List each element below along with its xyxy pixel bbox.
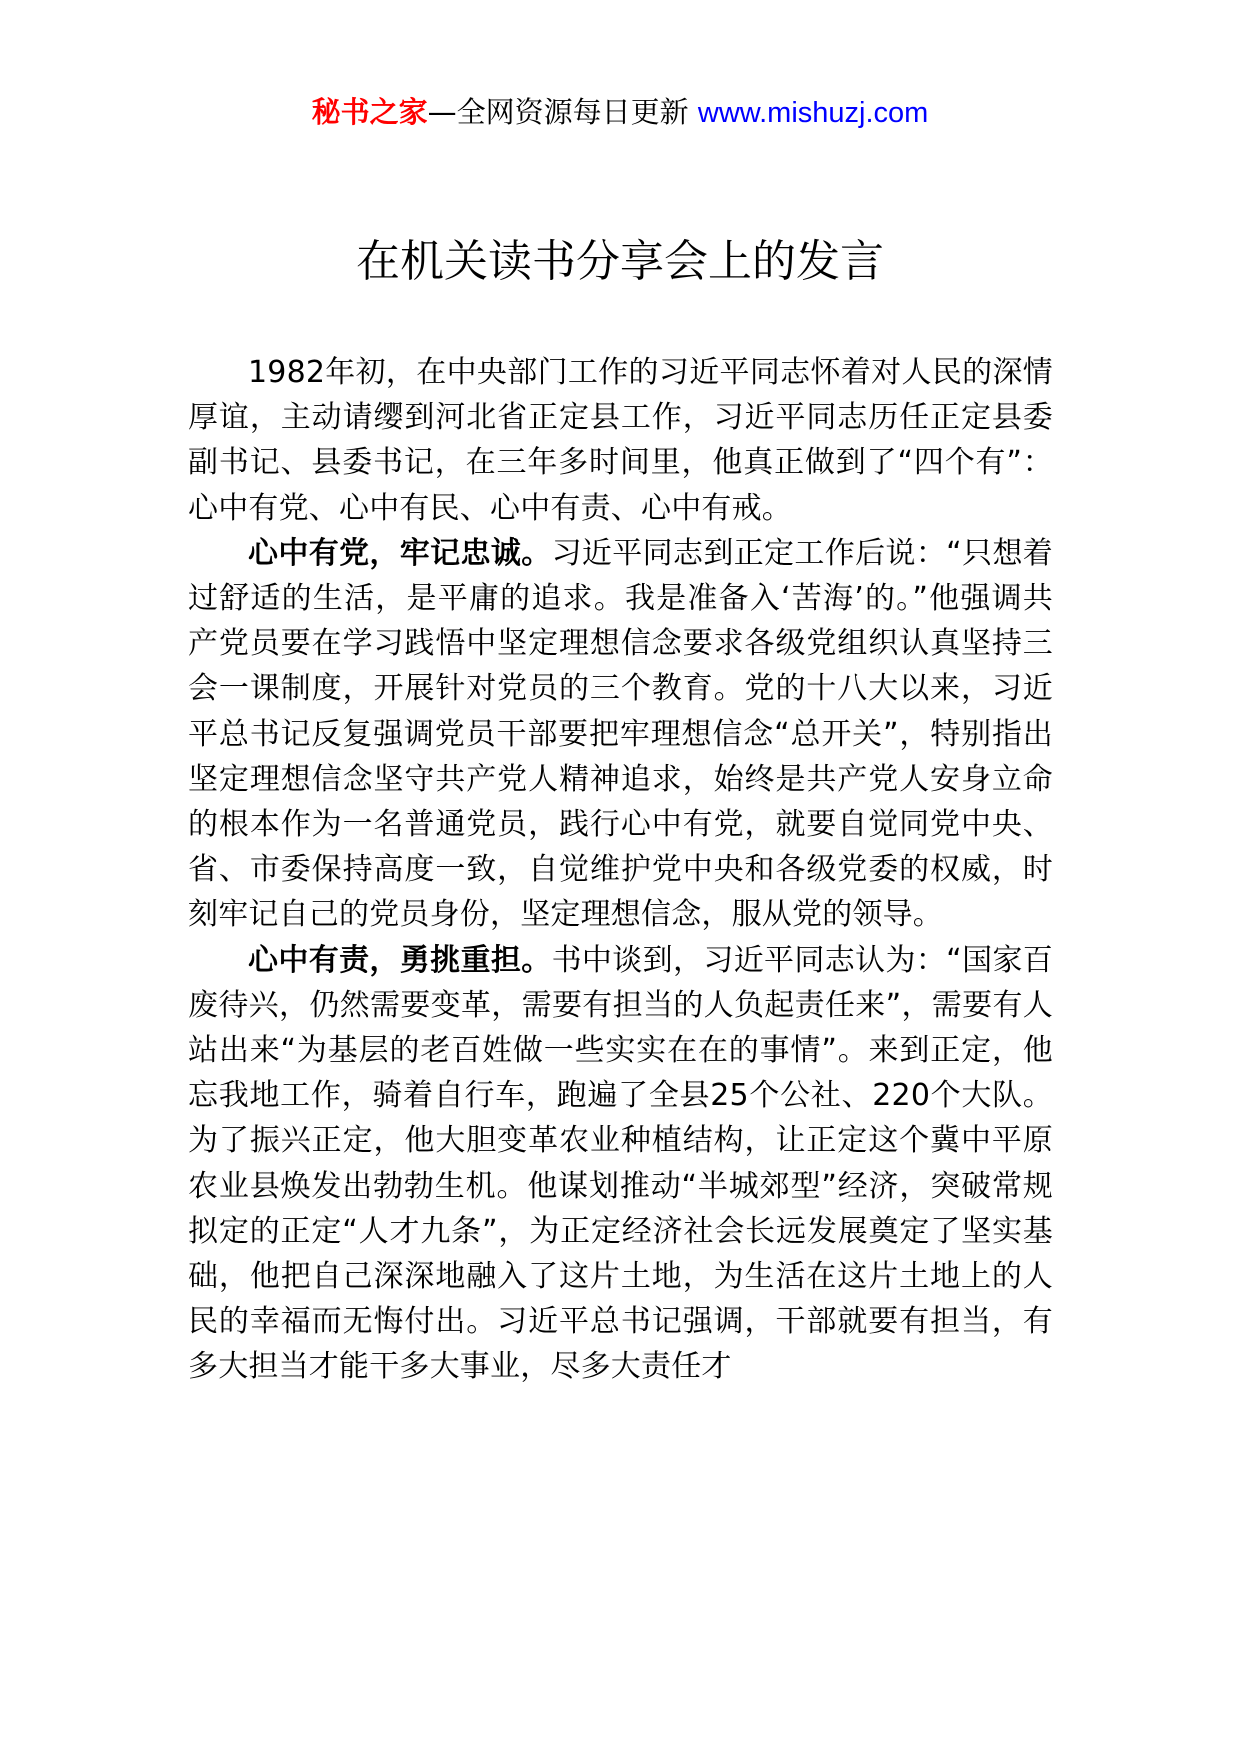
site-brand: 秘书之家 [311,95,428,129]
paragraph-text: 习近平同志到正定工作后说：“只想着过舒适的生活，是平庸的追求。我是准备入‘苦海’的。”他强调共产党员要在学习践悟中坚定理想信念要求各级党组织认真坚持三会一课制度，开展针对党员的三个教育。党的十八大以来，习近平总书记反复强调党员干部要把牢理想信念“总开关”，特别指出坚定理想信念坚守共产党人精神追求，始终是共产党人安身立命的根本作为一名普通党员，践行心中有党，就要自觉同党中央、省、市委保持高度一致，自觉维护党中央和各级党委的权威，时刻牢记自己的党员身份，坚定理想信念，服从党的领导。 [188,535,1053,933]
paragraph-responsibility [188,938,1053,1390]
document-body [188,350,1053,1390]
site-header [0,92,1240,133]
paragraph-lead-heading: 心中有责，勇挑重担。 [248,942,552,978]
paragraph-party [188,531,1053,938]
site-url-link[interactable]: www.mishuzj.com [697,97,929,129]
paragraph-intro [188,350,1053,531]
paragraph-lead-heading: 心中有党，牢记忠诚。 [248,535,552,571]
document-title: 在机关读书分享会上的发言 [356,236,884,287]
paragraph-text: 1982年初，在中央部门工作的习近平同志怀着对人民的深情厚谊，主动请缨到河北省正定县工作，习近平同志历任正定县委副书记、县委书记，在三年多时间里，他真正做到了“四个有”：心中有党、心中有民、心中有责、心中有戒。 [188,355,1053,526]
paragraph-text: 书中谈到，习近平同志认为：“国家百废待兴，仍然需要变革，需要有担当的人负起责任来”，需要有人站出来“为基层的老百姓做一些实实在在的事情”。来到正定，他忘我地工作，骑着自行车，跑遍了全县25个公社、220个大队。为了振兴正定，他大胆变革农业种植结构，让正定这个冀中平原农业县焕发出勃勃生机。他谋划推动“半城郊型”经济，突破常规拟定的正定“人才九条”，为正定经济社会长远发展奠定了坚实基础，他把自己深深地融入了这片土地，为生活在这片土地上的人民的幸福而无悔付出。习近平总书记强调，干部就要有担当，有多大担当才能干多大事业，尽多大责任才 [188,942,1053,1385]
site-tagline: —全网资源每日更新 [427,95,698,129]
